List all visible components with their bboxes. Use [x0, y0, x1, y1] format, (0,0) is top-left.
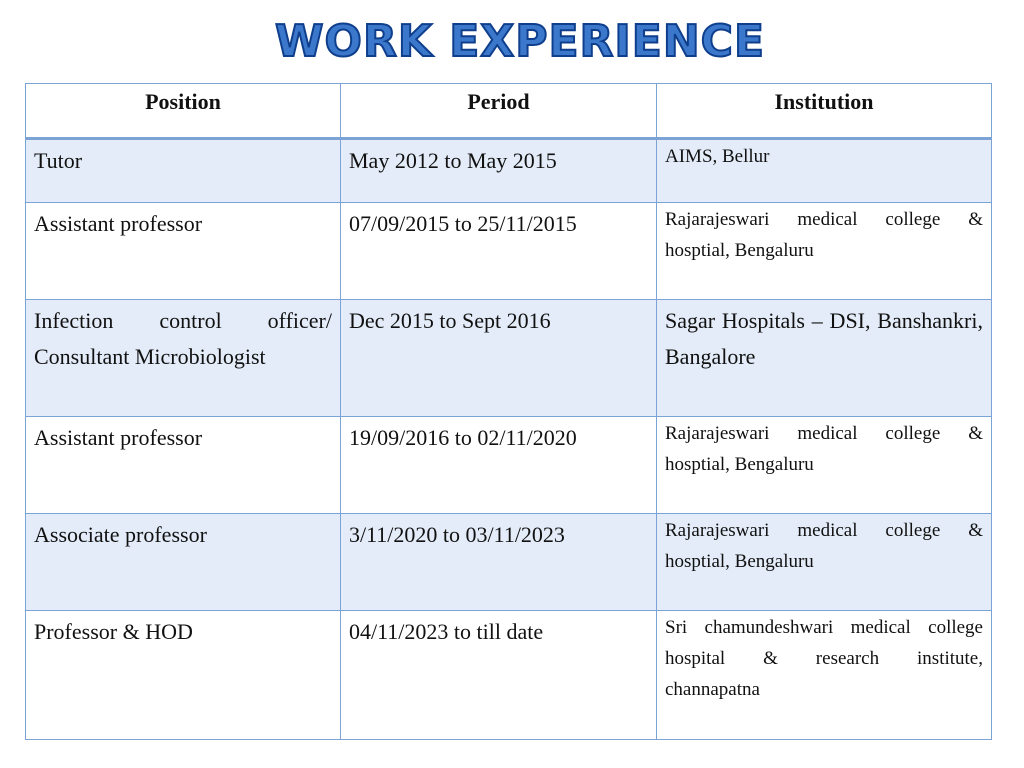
table-header-row [26, 84, 992, 139]
table-row [26, 514, 992, 611]
cell-period: Dec 2015 to Sept 2016 [341, 300, 657, 417]
table-row [26, 203, 992, 300]
cell-institution: Rajarajeswari medical college & hosptial, Bengaluru [657, 417, 992, 514]
cell-period: 04/11/2023 to till date [341, 611, 657, 740]
cell-institution: Sri chamundeshwari medical college hospital & research institute, channapatna [657, 611, 992, 740]
cell-period: 19/09/2016 to 02/11/2020 [341, 417, 657, 514]
cell-institution: AIMS, Bellur [657, 139, 992, 203]
cell-position: Tutor [26, 139, 341, 203]
cell-position: Professor & HOD [26, 611, 341, 740]
cell-position: Associate professor [26, 514, 341, 611]
page-title: WORK EXPERIENCE [275, 16, 765, 67]
cell-period: 3/11/2020 to 03/11/2023 [341, 514, 657, 611]
work-experience-table [25, 83, 992, 740]
header-institution: Institution [657, 84, 992, 139]
cell-position: Infection control officer/ Consultant Microbiologist [26, 300, 341, 417]
cell-period: 07/09/2015 to 25/11/2015 [341, 203, 657, 300]
table-row [26, 300, 992, 417]
cell-institution: Sagar Hospitals – DSI, Banshankri, Bangalore [657, 300, 992, 417]
table-row [26, 417, 992, 514]
cell-position: Assistant professor [26, 417, 341, 514]
header-period: Period [341, 84, 657, 139]
cell-period: May 2012 to May 2015 [341, 139, 657, 203]
cell-institution: Rajarajeswari medical college & hosptial, Bengaluru [657, 203, 992, 300]
cell-position: Assistant professor [26, 203, 341, 300]
cell-institution: Rajarajeswari medical college & hosptial, Bengaluru [657, 514, 992, 611]
table-row [26, 139, 992, 203]
table-row [26, 611, 992, 740]
header-position: Position [26, 84, 341, 139]
